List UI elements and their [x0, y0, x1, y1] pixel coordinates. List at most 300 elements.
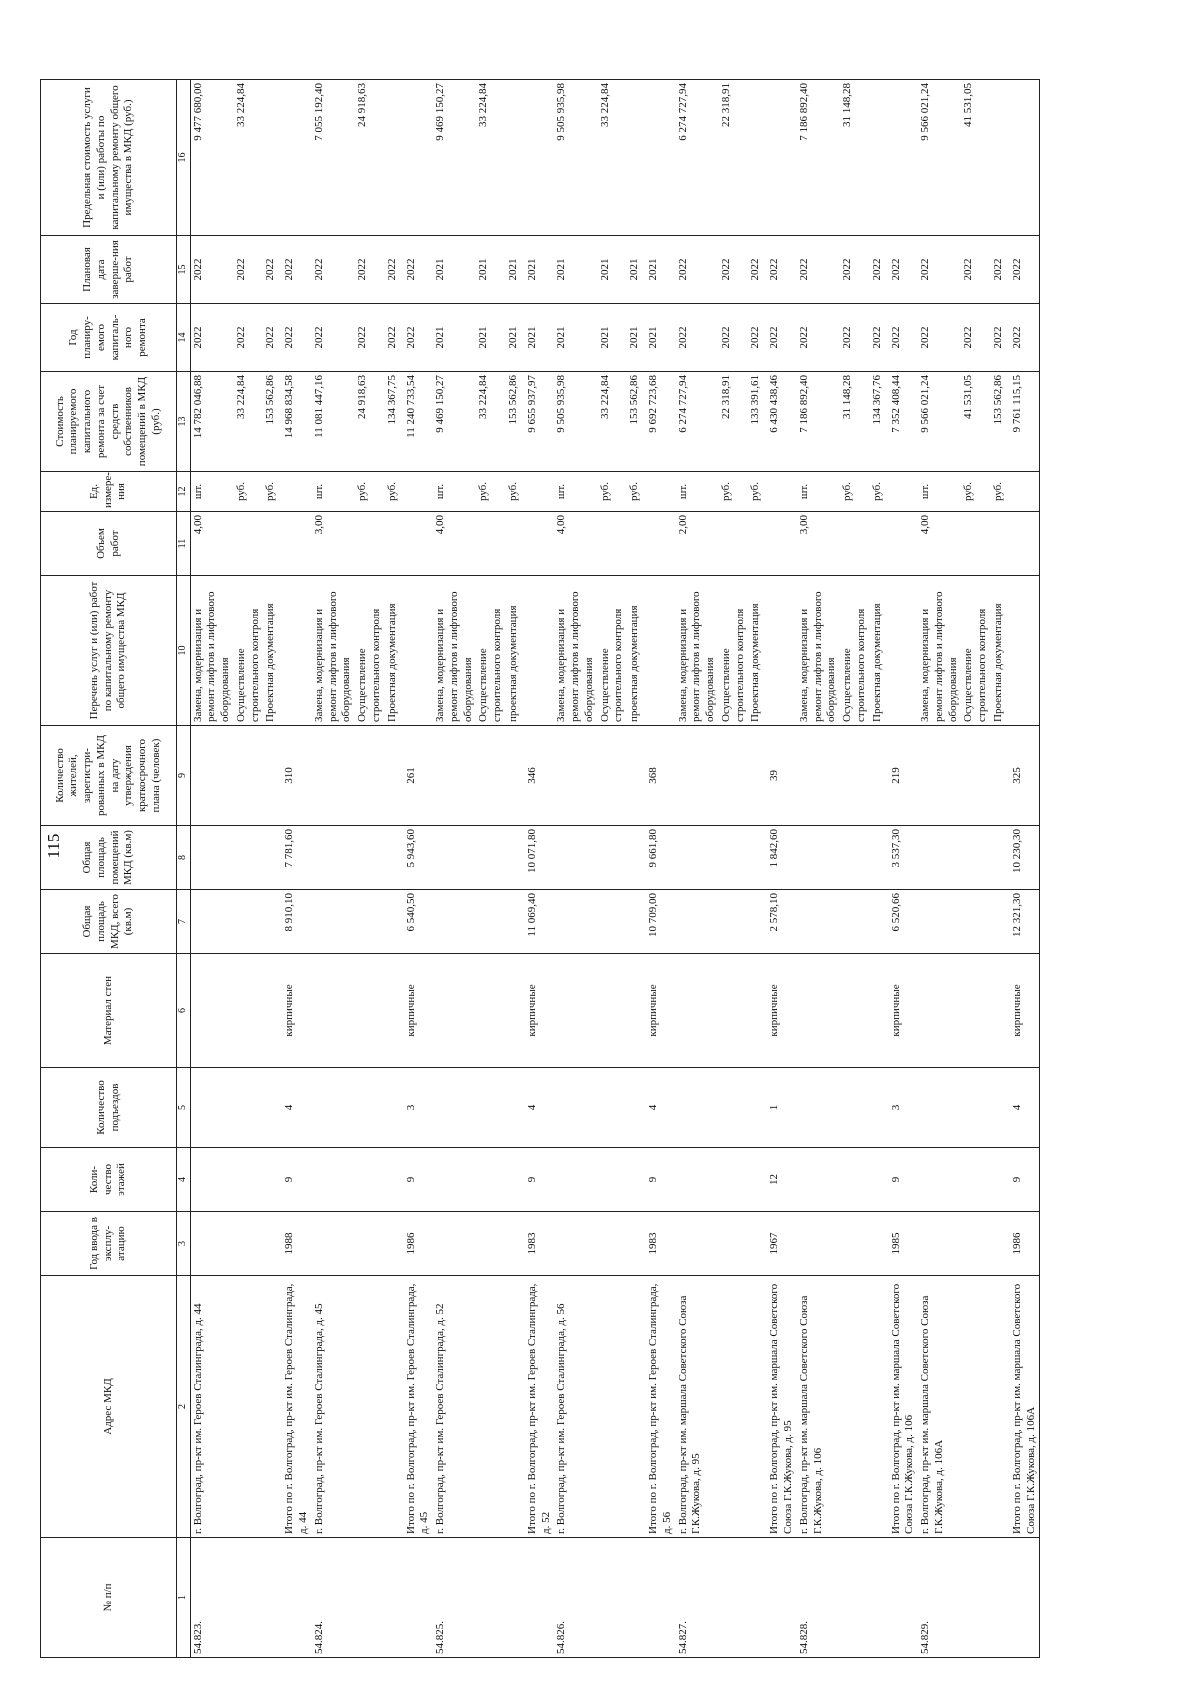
plan-year-cell: 2022 — [355, 304, 385, 372]
residents-cell — [385, 726, 404, 826]
plan-year-cell: 2022 — [991, 304, 1010, 372]
work-cell: Осуществление строительного контроля — [234, 576, 264, 726]
page-number: 115 — [44, 833, 63, 859]
total-area-cell — [797, 890, 840, 954]
residents-cell — [840, 726, 870, 826]
work-cell — [525, 576, 555, 726]
column-numbers-row — [177, 80, 191, 1658]
table-row — [355, 80, 385, 1658]
address-cell: г. Волгоград, пр-кт им. Героев Сталинграда, д. 56 — [554, 1276, 597, 1538]
unit-cell: шт. — [433, 472, 476, 512]
floors-cell — [627, 1148, 646, 1212]
address-cell: Итого по г. Волгоград, пр-кт им. Героев Сталинграда, д. 56 — [646, 1276, 676, 1538]
address-cell — [263, 1276, 282, 1538]
floors-cell — [506, 1148, 525, 1212]
row-number — [525, 1538, 555, 1658]
floors-cell — [676, 1148, 719, 1212]
volume-cell: 2,00 — [676, 512, 719, 576]
work-cell: Замена, модернизация и ремонт лифтов и лифтового оборудования — [554, 576, 597, 726]
volume-cell — [404, 512, 434, 576]
wall-material-cell — [385, 954, 404, 1068]
plan-year-cell: 2021 — [476, 304, 506, 372]
column-number: 16 — [177, 80, 191, 236]
completion-cell: 2022 — [870, 236, 889, 304]
total-area-cell — [355, 890, 385, 954]
total-area-cell — [598, 890, 628, 954]
total-area-cell — [676, 890, 719, 954]
row-number — [282, 1538, 312, 1658]
limit-cost-cell — [991, 80, 1010, 236]
wall-material-cell: кирпичные — [1010, 954, 1040, 1068]
row-number — [627, 1538, 646, 1658]
premises-area-cell — [840, 826, 870, 890]
unit-cell: шт. — [797, 472, 840, 512]
residents-cell — [312, 726, 355, 826]
premises-area-cell — [797, 826, 840, 890]
wall-material-cell: кирпичные — [282, 954, 312, 1068]
cost-cell: 11 081 447,16 — [312, 372, 355, 472]
year-cell — [476, 1212, 506, 1276]
volume-cell — [767, 512, 797, 576]
residents-cell: 261 — [404, 726, 434, 826]
header-plan-year: Год планиру-емого капиталь-ного ремонта — [41, 304, 177, 372]
table-row — [312, 80, 355, 1658]
row-number — [889, 1538, 919, 1658]
completion-cell: 2022 — [404, 236, 434, 304]
work-cell: Замена, модернизация и ремонт лифтов и лифтового оборудования — [312, 576, 355, 726]
address-cell — [355, 1276, 385, 1538]
year-cell — [797, 1212, 840, 1276]
row-number — [355, 1538, 385, 1658]
completion-cell: 2022 — [312, 236, 355, 304]
plan-year-cell: 2022 — [263, 304, 282, 372]
cost-cell: 9 469 150,27 — [433, 372, 476, 472]
entrances-cell: 3 — [404, 1068, 434, 1148]
header-wall-material: Материал стен — [41, 954, 177, 1068]
completion-cell: 2022 — [889, 236, 919, 304]
year-cell — [506, 1212, 525, 1276]
total-area-cell — [234, 890, 264, 954]
premises-area-cell — [385, 826, 404, 890]
completion-cell: 2021 — [476, 236, 506, 304]
cost-cell: 33 224,84 — [476, 372, 506, 472]
plan-year-cell: 2022 — [234, 304, 264, 372]
address-cell — [840, 1276, 870, 1538]
residents-cell: 219 — [889, 726, 919, 826]
table-row — [404, 80, 434, 1658]
residents-cell — [506, 726, 525, 826]
cost-cell: 11 240 733,54 — [404, 372, 434, 472]
unit-cell: руб. — [476, 472, 506, 512]
total-area-cell — [840, 890, 870, 954]
residents-cell — [719, 726, 749, 826]
floors-cell: 9 — [1010, 1148, 1040, 1212]
header-works: Перечень услуг и (или) работ по капитальному ремонту общего имущества МКД — [41, 576, 177, 726]
limit-cost-cell — [627, 80, 646, 236]
address-cell: Итого по г. Волгоград, пр-кт им. Героев Сталинграда, д. 44 — [282, 1276, 312, 1538]
floors-cell — [797, 1148, 840, 1212]
work-cell: Осуществление строительного контроля — [598, 576, 628, 726]
year-cell — [312, 1212, 355, 1276]
completion-cell: 2022 — [719, 236, 749, 304]
row-number — [506, 1538, 525, 1658]
floors-cell — [719, 1148, 749, 1212]
column-number: 15 — [177, 236, 191, 304]
table-row — [991, 80, 1010, 1658]
completion-cell: 2022 — [991, 236, 1010, 304]
address-cell: Итого по г. Волгоград, пр-кт им. Героев Сталинграда, д. 52 — [525, 1276, 555, 1538]
limit-cost-cell: 7 186 892,40 — [797, 80, 840, 236]
floors-cell — [476, 1148, 506, 1212]
row-number: 54.824. — [312, 1538, 355, 1658]
year-cell: 1986 — [1010, 1212, 1040, 1276]
unit-cell: руб. — [234, 472, 264, 512]
unit-cell: руб. — [961, 472, 991, 512]
table-row — [263, 80, 282, 1658]
row-number: 54.828. — [797, 1538, 840, 1658]
work-cell — [889, 576, 919, 726]
floors-cell — [961, 1148, 991, 1212]
year-cell — [234, 1212, 264, 1276]
completion-cell: 2022 — [918, 236, 961, 304]
limit-cost-cell: 22 318,91 — [719, 80, 749, 236]
residents-cell — [554, 726, 597, 826]
premises-area-cell — [870, 826, 889, 890]
table-row — [748, 80, 767, 1658]
entrances-cell — [355, 1068, 385, 1148]
cost-cell: 6 430 438,46 — [767, 372, 797, 472]
limit-cost-cell — [646, 80, 676, 236]
total-area-cell — [190, 890, 234, 954]
total-area-cell — [918, 890, 961, 954]
address-cell — [506, 1276, 525, 1538]
plan-year-cell: 2022 — [676, 304, 719, 372]
floors-cell: 9 — [889, 1148, 919, 1212]
year-cell — [190, 1212, 234, 1276]
address-cell — [385, 1276, 404, 1538]
premises-area-cell: 1 842,60 — [767, 826, 797, 890]
total-area-cell: 11 069,40 — [525, 890, 555, 954]
floors-cell: 9 — [282, 1148, 312, 1212]
entrances-cell — [961, 1068, 991, 1148]
header-residents: Количество жителей, зарегистри-рованных в МКД на дату утверждения краткосрочного плана (человек) — [41, 726, 177, 826]
residents-cell — [991, 726, 1010, 826]
wall-material-cell — [676, 954, 719, 1068]
total-area-cell: 6 540,50 — [404, 890, 434, 954]
table-row — [840, 80, 870, 1658]
header-floors: Коли-чество этажей — [41, 1148, 177, 1212]
limit-cost-cell — [525, 80, 555, 236]
limit-cost-cell — [506, 80, 525, 236]
volume-cell: 4,00 — [433, 512, 476, 576]
address-cell: Итого по г. Волгоград, пр-кт им. Героев Сталинграда, д. 45 — [404, 1276, 434, 1538]
limit-cost-cell: 6 274 727,94 — [676, 80, 719, 236]
work-cell: Замена, модернизация и ремонт лифтов и лифтового оборудования — [190, 576, 234, 726]
cost-cell: 22 318,91 — [719, 372, 749, 472]
floors-cell — [234, 1148, 264, 1212]
cost-cell: 9 505 935,98 — [554, 372, 597, 472]
premises-area-cell — [676, 826, 719, 890]
entrances-cell — [797, 1068, 840, 1148]
address-cell — [598, 1276, 628, 1538]
wall-material-cell: кирпичные — [525, 954, 555, 1068]
table-row — [554, 80, 597, 1658]
plan-year-cell: 2022 — [767, 304, 797, 372]
address-cell — [476, 1276, 506, 1538]
year-cell — [870, 1212, 889, 1276]
premises-area-cell — [190, 826, 234, 890]
premises-area-cell — [748, 826, 767, 890]
year-cell: 1988 — [282, 1212, 312, 1276]
residents-cell: 39 — [767, 726, 797, 826]
entrances-cell — [506, 1068, 525, 1148]
total-area-cell — [627, 890, 646, 954]
unit-cell: шт. — [190, 472, 234, 512]
table-row — [870, 80, 889, 1658]
cost-cell: 153 562,86 — [627, 372, 646, 472]
residents-cell — [598, 726, 628, 826]
premises-area-cell — [433, 826, 476, 890]
completion-cell: 2021 — [627, 236, 646, 304]
completion-cell: 2022 — [190, 236, 234, 304]
premises-area-cell: 3 537,30 — [889, 826, 919, 890]
year-cell: 1983 — [525, 1212, 555, 1276]
row-number — [870, 1538, 889, 1658]
table-row — [525, 80, 555, 1658]
header-total-area: Общая площадь МКД, всего (кв.м) — [41, 890, 177, 954]
address-cell: г. Волгоград, пр-кт им. Героев Сталинграда, д. 44 — [190, 1276, 234, 1538]
wall-material-cell — [263, 954, 282, 1068]
address-cell — [234, 1276, 264, 1538]
limit-cost-cell — [889, 80, 919, 236]
limit-cost-cell: 33 224,84 — [476, 80, 506, 236]
floors-cell — [263, 1148, 282, 1212]
address-cell: Итого по г. Волгоград, пр-кт им. маршала Советского Союза Г.К.Жукова, д. 95 — [767, 1276, 797, 1538]
residents-cell — [355, 726, 385, 826]
entrances-cell: 4 — [282, 1068, 312, 1148]
entrances-cell: 4 — [646, 1068, 676, 1148]
wall-material-cell — [840, 954, 870, 1068]
wall-material-cell — [433, 954, 476, 1068]
column-number: 10 — [177, 576, 191, 726]
premises-area-cell — [961, 826, 991, 890]
volume-cell — [991, 512, 1010, 576]
unit-cell — [889, 472, 919, 512]
entrances-cell — [991, 1068, 1010, 1148]
premises-area-cell — [918, 826, 961, 890]
work-cell: Проектная документация — [870, 576, 889, 726]
wall-material-cell — [991, 954, 1010, 1068]
row-number: 54.823. — [190, 1538, 234, 1658]
volume-cell — [889, 512, 919, 576]
unit-cell: руб. — [598, 472, 628, 512]
residents-cell — [263, 726, 282, 826]
cost-cell: 6 274 727,94 — [676, 372, 719, 472]
volume-cell: 3,00 — [797, 512, 840, 576]
total-area-cell: 12 321,30 — [1010, 890, 1040, 954]
work-cell: Проектная документация — [991, 576, 1010, 726]
row-number — [1010, 1538, 1040, 1658]
floors-cell: 12 — [767, 1148, 797, 1212]
column-number: 3 — [177, 1212, 191, 1276]
work-cell: проектная документация — [627, 576, 646, 726]
cost-cell: 41 531,05 — [961, 372, 991, 472]
row-number: 54.825. — [433, 1538, 476, 1658]
entrances-cell — [554, 1068, 597, 1148]
cost-cell: 7 352 408,44 — [889, 372, 919, 472]
total-area-cell — [312, 890, 355, 954]
wall-material-cell — [234, 954, 264, 1068]
residents-cell — [234, 726, 264, 826]
year-cell — [355, 1212, 385, 1276]
total-area-cell — [476, 890, 506, 954]
header-completion-date: Плановая дата заверше-ния работ — [41, 236, 177, 304]
header-unit: Ед. измере-ния — [41, 472, 177, 512]
total-area-cell — [719, 890, 749, 954]
header-entrances: Количество подъездов — [41, 1068, 177, 1148]
floors-cell — [748, 1148, 767, 1212]
row-number — [598, 1538, 628, 1658]
table-row — [676, 80, 719, 1658]
wall-material-cell — [797, 954, 840, 1068]
premises-area-cell — [598, 826, 628, 890]
unit-cell: руб. — [506, 472, 525, 512]
entrances-cell — [840, 1068, 870, 1148]
year-cell — [961, 1212, 991, 1276]
completion-cell: 2022 — [263, 236, 282, 304]
work-cell: Проектная документация — [263, 576, 282, 726]
volume-cell — [840, 512, 870, 576]
residents-cell — [961, 726, 991, 826]
work-cell: проектная документация — [506, 576, 525, 726]
work-cell — [1010, 576, 1040, 726]
limit-cost-cell — [263, 80, 282, 236]
floors-cell — [312, 1148, 355, 1212]
entrances-cell — [676, 1068, 719, 1148]
floors-cell — [598, 1148, 628, 1212]
residents-cell — [676, 726, 719, 826]
premises-area-cell: 10 230,30 — [1010, 826, 1040, 890]
limit-cost-cell — [282, 80, 312, 236]
total-area-cell — [961, 890, 991, 954]
table-row — [234, 80, 264, 1658]
year-cell — [433, 1212, 476, 1276]
floors-cell: 9 — [525, 1148, 555, 1212]
plan-year-cell: 2021 — [554, 304, 597, 372]
row-number — [991, 1538, 1010, 1658]
limit-cost-cell: 24 918,63 — [355, 80, 385, 236]
plan-year-cell: 2022 — [748, 304, 767, 372]
entrances-cell — [433, 1068, 476, 1148]
unit-cell: шт. — [676, 472, 719, 512]
total-area-cell — [748, 890, 767, 954]
volume-cell — [355, 512, 385, 576]
residents-cell — [476, 726, 506, 826]
residents-cell — [918, 726, 961, 826]
volume-cell: 4,00 — [554, 512, 597, 576]
floors-cell: 9 — [646, 1148, 676, 1212]
floors-cell — [918, 1148, 961, 1212]
table-row — [433, 80, 476, 1658]
volume-cell — [525, 512, 555, 576]
wall-material-cell — [598, 954, 628, 1068]
unit-cell: руб. — [385, 472, 404, 512]
floors-cell — [190, 1148, 234, 1212]
address-cell: Итого по г. Волгоград, пр-кт им. маршала Советского Союза Г.К.Жукова, д. 106 — [889, 1276, 919, 1538]
work-cell: Замена, модернизация и ремонт лифтов и лифтового оборудования — [433, 576, 476, 726]
work-cell — [282, 576, 312, 726]
completion-cell: 2022 — [282, 236, 312, 304]
plan-year-cell: 2022 — [889, 304, 919, 372]
volume-cell: 4,00 — [190, 512, 234, 576]
volume-cell — [627, 512, 646, 576]
premises-area-cell — [476, 826, 506, 890]
column-number: 12 — [177, 472, 191, 512]
residents-cell — [748, 726, 767, 826]
completion-cell: 2021 — [646, 236, 676, 304]
unit-cell: руб. — [263, 472, 282, 512]
column-number: 13 — [177, 372, 191, 472]
address-cell: г. Волгоград, пр-кт им. маршала Советского Союза Г.К.Жукова, д. 95 — [676, 1276, 719, 1538]
work-cell: Замена, модернизация и ремонт лифтов и лифтового оборудования — [676, 576, 719, 726]
column-number: 5 — [177, 1068, 191, 1148]
premises-area-cell — [234, 826, 264, 890]
completion-cell: 2022 — [961, 236, 991, 304]
floors-cell: 9 — [404, 1148, 434, 1212]
unit-cell — [1010, 472, 1040, 512]
entrances-cell — [870, 1068, 889, 1148]
volume-cell — [476, 512, 506, 576]
unit-cell: руб. — [870, 472, 889, 512]
completion-cell: 2021 — [525, 236, 555, 304]
unit-cell — [525, 472, 555, 512]
residents-cell: 325 — [1010, 726, 1040, 826]
wall-material-cell — [476, 954, 506, 1068]
residents-cell: 346 — [525, 726, 555, 826]
volume-cell — [646, 512, 676, 576]
work-cell — [646, 576, 676, 726]
floors-cell — [355, 1148, 385, 1212]
wall-material-cell — [719, 954, 749, 1068]
plan-year-cell: 2022 — [385, 304, 404, 372]
completion-cell: 2022 — [840, 236, 870, 304]
plan-year-cell: 2021 — [506, 304, 525, 372]
entrances-cell — [385, 1068, 404, 1148]
premises-area-cell — [554, 826, 597, 890]
table-row — [797, 80, 840, 1658]
wall-material-cell: кирпичные — [646, 954, 676, 1068]
floors-cell — [870, 1148, 889, 1212]
entrances-cell — [598, 1068, 628, 1148]
address-cell — [991, 1276, 1010, 1538]
wall-material-cell — [870, 954, 889, 1068]
total-area-cell — [991, 890, 1010, 954]
cost-cell: 9 761 115,15 — [1010, 372, 1040, 472]
table-row — [1010, 80, 1040, 1658]
address-cell — [748, 1276, 767, 1538]
volume-cell — [385, 512, 404, 576]
table-row — [190, 80, 234, 1658]
total-area-cell: 2 578,10 — [767, 890, 797, 954]
plan-year-cell: 2022 — [918, 304, 961, 372]
table-row — [719, 80, 749, 1658]
cost-cell: 153 562,86 — [263, 372, 282, 472]
wall-material-cell — [554, 954, 597, 1068]
unit-cell: руб. — [748, 472, 767, 512]
header-number: № п/п — [41, 1538, 177, 1658]
completion-cell: 2021 — [598, 236, 628, 304]
premises-area-cell: 9 661,80 — [646, 826, 676, 890]
